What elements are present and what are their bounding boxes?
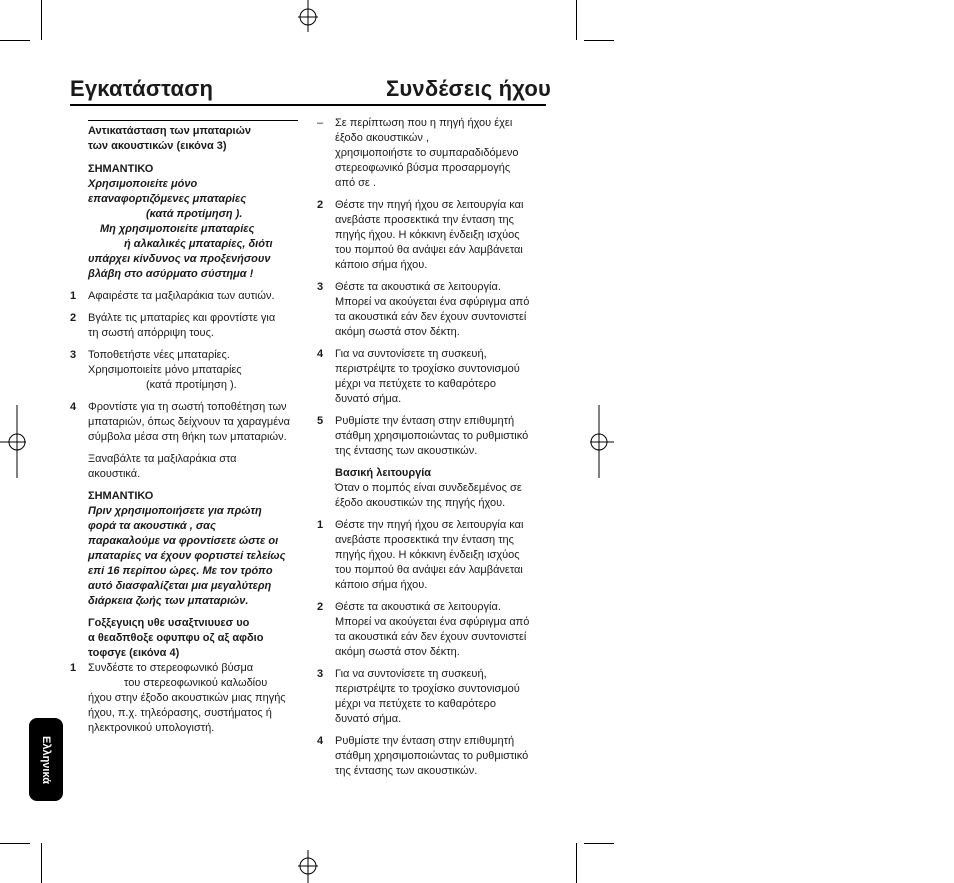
reattach-cushions: Ξαναβάλτε τα μαξιλαράκια στα ακουστικά. xyxy=(88,453,237,480)
step-3-insert-batteries: 3 Τοποθετήστε νέες μπαταρίες. Χρησιμοποιείτε μόνο μπαταρίες (κατά προτίμηση ). xyxy=(70,349,242,391)
section-header-audio-connections: Συνδέσεις ήχου xyxy=(386,76,552,101)
step-3-headphones-on: 3 Θέστε τα ακουστικά σε λειτουργία. Μπορεί να ακούγεται ένα σφύριγμα από τα ακουστικά εάν δεν έχουν συντονιστεί ακόμη σωστά στον δέκτη. xyxy=(317,281,530,338)
language-tab xyxy=(29,718,63,801)
section-header-installation: Εγκατάσταση xyxy=(70,76,214,101)
basic-step-1: 1 Θέστε την πηγή ήχου σε λειτουργία και ανεβάστε προσεκτικά την ένταση της πηγής ήχου. Η κόκκινη ένδειξη ισχύος του πομπού θα ανάψει εάν λαμβάνεται κάποιο σήμα ήχου. xyxy=(317,519,524,591)
dash-adapter-note: – Σε περίπτωση που η πηγή ήχου έχει έξοδο ακουστικών , χρησιμοποιήστε το συμπαραδιδόμενο στερεοφωνικό βύσμα προσαρμογής από σε . xyxy=(317,117,519,189)
step-4-tune: 4 Για να συντονίσετε τη συσκευή, περιστρέψτε το τροχίσκο συντονισμού μέχρι να πετύχετε το καθαρότερο δυνατό σήμα. xyxy=(317,348,520,405)
basic-operation: Βασική λειτουργία Όταν ο πομπός είναι συνδεδεμένος σε έξοδο ακουστικών της πηγής ήχου. xyxy=(335,467,522,509)
important-note-1: ΣΗΜΑΝΤΙΚΟ Χρησιμοποιείτε μόνο επαναφορτιζόμενες μπαταρίες (κατά προτίμηση ). Μη χρησιμοποιείτε μπαταρίες ή αλκαλικές μπαταρίες, διότι υπάρχει κίνδυνος να προξενήσουν βλάβη στο ασύρματο σύστημα ! xyxy=(88,163,273,280)
language-tab-label: Ελληνικά xyxy=(40,735,52,784)
battery-section-title: Αντικατάσταση των μπαταριών των ακουστικών (εικόνα 3) xyxy=(88,120,298,154)
basic-step-4: 4 Ρυθμίστε την ένταση στην επιθυμητή στάθμη χρησιμοποιώντας το ρυθμιστικό της έντασης των ακουστικών. xyxy=(317,735,529,777)
step-1-remove-cushions: 1 Αφαιρέστε τα μαξιλαράκια των αυτιών. xyxy=(70,290,275,302)
basic-step-3: 3 Για να συντονίσετε τη συσκευή, περιστρέψτε το τροχίσκο συντονισμού μέχρι να πετύχετε το καθαρότερο δυνατό σήμα. xyxy=(317,668,520,725)
connect-section-title: Γοξξεγυιςη υθε υσαξτνιυυεσ υο α θεαδπθοξε οφυπφυ οζ αξ αφδιο τοφσγε (εικόνα 4) xyxy=(88,617,264,659)
step-2-remove-batteries: 2 Βγάλτε τις μπαταρίες και φροντίστε για τη σωστή απόρριψη τους. xyxy=(70,312,276,339)
step-5-volume: 5 Ρυθμίστε την ένταση στην επιθυμητή στάθμη χρησιμοποιώντας το ρυθμιστικό της έντασης των ακουστικών. xyxy=(317,415,529,457)
basic-step-2: 2 Θέστε τα ακουστικά σε λειτουργία. Μπορεί να ακούγεται ένα σφύριγμα από τα ακουστικά εάν δεν έχουν συντονιστεί ακόμη σωστά στον δέκτη. xyxy=(317,601,530,658)
right-column xyxy=(317,116,557,779)
step-2-source-on: 2 Θέστε την πηγή ήχου σε λειτουργία και ανεβάστε προσεκτικά την ένταση της πηγής ήχου. Η κόκκινη ένδειξη ισχύος του πομπού θα ανάψει εάν λαμβάνεται κάποιο σήμα ήχου. xyxy=(317,199,524,271)
header-rule xyxy=(70,104,546,106)
left-column xyxy=(70,120,310,736)
step-1-connect-plug: 1 Συνδέστε το στερεοφωνικό βύσμα του στερεοφωνικού καλωδίου ήχου στην έξοδο ακουστικών μιας πηγής ήχου, π.χ. τηλεόρασης, συστήματος ή ηλεκτρονικού υπολογιστή. xyxy=(70,662,286,734)
important-note-2: ΣΗΜΑΝΤΙΚΟ Πριν χρησιμοποιήσετε για πρώτη φορά τα ακουστικά , σας παρακαλούμε να φροντίσετε ώστε οι μπαταρίες να έχουν φορτιστεί τελείως επί 16 περίπου ώρες. Με τον τρόπο αυτό διασφαλίζεται μια μεγαλύτερη διάρκεια ζωής των μπαταριών. xyxy=(88,490,286,607)
step-4-polarity: 4 Φροντίστε για τη σωστή τοποθέτηση των μπαταριών, όπως δείχνουν τα χαραγμένα σύμβολα μέσα στη θήκη των μπαταριών. xyxy=(70,401,291,443)
